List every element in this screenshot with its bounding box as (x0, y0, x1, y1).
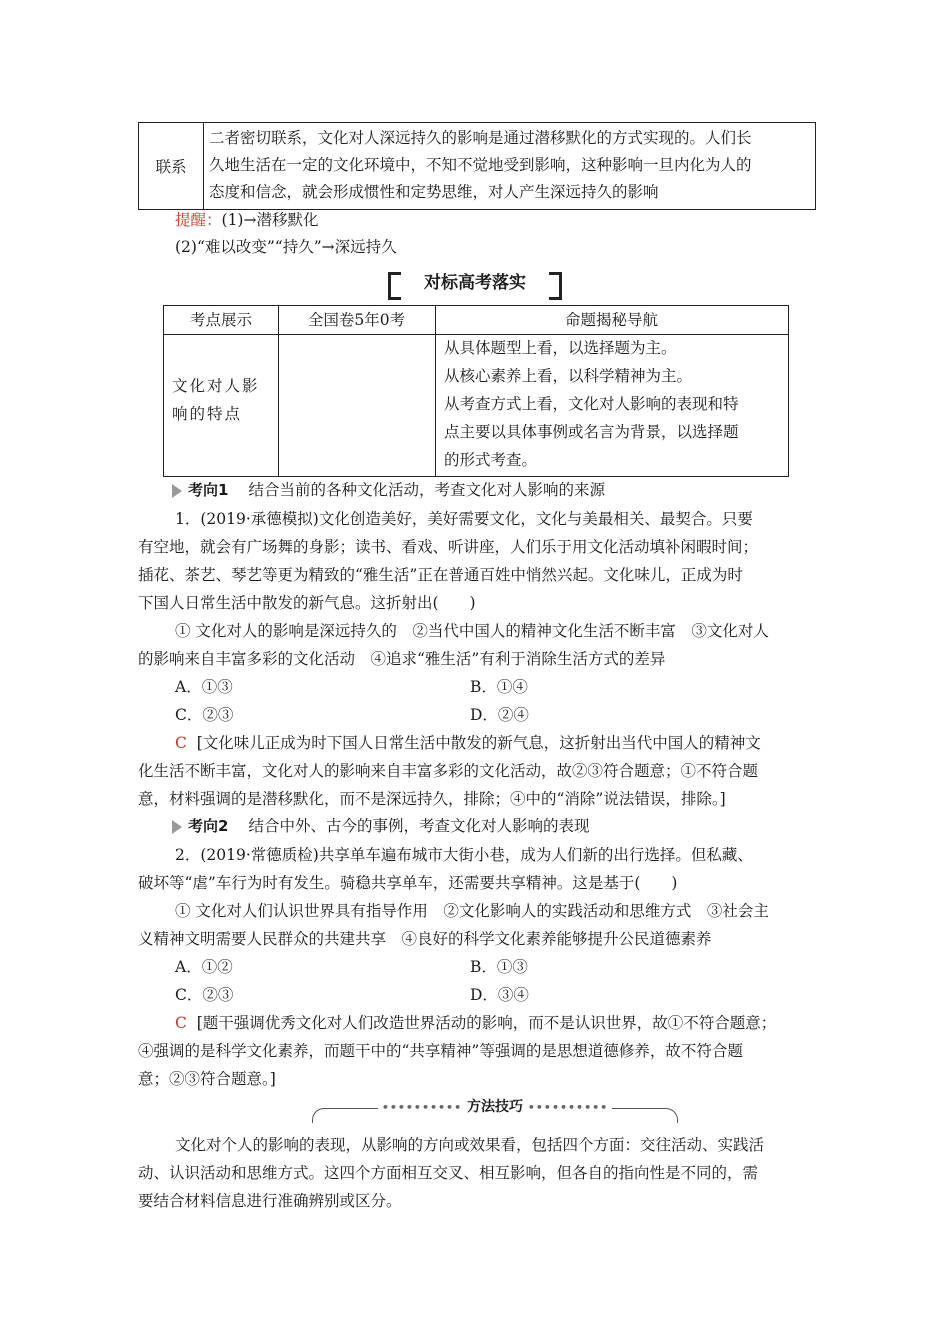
q1-stem: 有空地，就会有广场舞的身影；读书、看戏、听讲座，人们乐于用文化活动填补闲暇时间； (138, 538, 759, 556)
relation-text (209, 125, 813, 206)
relation-line: 二者密切联系，文化对人深远持久的影响是通过潜移默化的方式实现的。人们长 (209, 129, 752, 147)
q1-statement: ① 文化对人的影响是深远持久的 ②当代中国人的精神文化生活不断丰富 ③文化对人 (175, 622, 769, 640)
method-text: 要结合材料信息进行准确辨别或区分。 (138, 1192, 402, 1210)
q1-option-c: C．②③ (175, 706, 234, 724)
q2-answer: C (175, 1014, 187, 1032)
q2-statement: 义精神文明需要人民群众的共建共享 ④良好的科学文化素养能够提升公民道德素养 (138, 930, 712, 948)
triangle-icon (172, 484, 182, 498)
q1-stem: 插花、茶艺、琴艺等更为精致的“雅生活”正在普通百姓中悄然兴起。文化味儿，正成为时 (138, 566, 743, 584)
q1-answer: C (175, 734, 187, 752)
q1-option-d: D．②④ (470, 706, 529, 724)
method-text: 文化对个人的影响的表现，从影响的方向或效果看，包括四个方面：交往活动、实践活 (175, 1136, 765, 1154)
header-topic: 考点展示 (164, 306, 278, 335)
navigation-cell: 从具体题型上看，以选择题为主。 从核心素养上看，以科学精神为主。 从考查方式上看，文化对人影响的表现和特 点主要以具体事例或名言为背景，以选择题 的形式考查。 (444, 339, 739, 469)
exam-table (163, 305, 789, 477)
direction-1-header: 考向1 结合当前的各种文化活动，考查文化对人影响的来源 (172, 478, 605, 502)
tip-label: 提醒： (175, 211, 222, 229)
tip-line-2: (2)“难以改变”“持久”→深远持久 (175, 238, 397, 256)
q2-option-b: B．①③ (470, 958, 528, 976)
q2-stem: 2．(2019·常德质检)共享单车遍布城市大街小巷，成为人们新的出行选择。但私藏、 (175, 846, 753, 864)
q1-option-a: A．①③ (175, 678, 233, 696)
method-text: 动、认识活动和思维方式。这四个方面相互交叉、相互影响，但各自的指向性是不同的，需 (138, 1164, 759, 1182)
q1-statement: 的影响来自丰富多彩的文化活动 ④追求“雅生活”有利于消除生活方式的差异 (138, 650, 666, 668)
method-title: 方法技巧 (467, 1099, 523, 1115)
relation-label: 联系 (139, 123, 204, 209)
q2-option-d: D．③④ (470, 986, 529, 1004)
section-banner: 对标高考落实 (386, 268, 564, 298)
header-navigation: 命题揭秘导航 (435, 306, 788, 335)
q2-explanation: ④强调的是科学文化素养，而题干中的“共享精神”等强调的是思想道德修养，故不符合题 (138, 1042, 743, 1060)
q2-stem: 破坏等“虐”车行为时有发生。骑稳共享单车，还需要共享精神。这是基于( ) (138, 874, 678, 892)
triangle-icon (172, 820, 182, 834)
q1-stem: 1．(2019·承德模拟)文化创造美好，美好需要文化，文化与美最相关、最契合。只要 (175, 510, 753, 528)
relation-table (138, 122, 816, 210)
method-tips-header: •••••••••• 方法技巧 •••••••••• (312, 1098, 678, 1122)
q2-option-a: A．①② (175, 958, 233, 976)
direction-2-header: 考向2 结合中外、古今的事例，考查文化对人影响的表现 (172, 814, 589, 838)
q1-option-b: B．①④ (470, 678, 528, 696)
relation-line: 久地生活在一定的文化环境中，不知不觉地受到影响，这种影响一旦内化为人的 (209, 156, 752, 174)
q1-stem: 下国人日常生活中散发的新气息。这折射出( ) (138, 594, 476, 612)
tip-line-1: 提醒：(1)→潜移默化 (175, 211, 319, 229)
q2-statement: ① 文化对人们认识世界具有指导作用 ②文化影响人的实践活动和思维方式 ③社会主 (175, 902, 769, 920)
q2-option-c: C．②③ (175, 986, 234, 1004)
q1-explanation: C [文化味儿正成为时下国人日常生活中散发的新气息，这折射出当代中国人的精神文 (175, 734, 761, 752)
q1-explanation: 化生活不断丰富，文化对人的影响来自丰富多彩的文化活动，故②③符合题意；①不符合题 (138, 762, 759, 780)
q1-explanation: 意，材料强调的是潜移默化，而不是深远持久，排除；④中的“消除”说法错误，排除。] (138, 790, 726, 808)
q2-explanation: C [题干强调优秀文化对人们改造世界活动的影响，而不是认识世界，故①不符合题意； (175, 1014, 777, 1032)
header-frequency: 全国卷5年0考 (278, 306, 435, 335)
relation-line: 态度和信念，就会形成惯性和定势思维，对人产生深远持久的影响 (209, 183, 659, 201)
q2-explanation: 意；②③符合题意。] (138, 1070, 276, 1088)
topic-cell: 文化对人影 响的特点 (172, 377, 260, 423)
